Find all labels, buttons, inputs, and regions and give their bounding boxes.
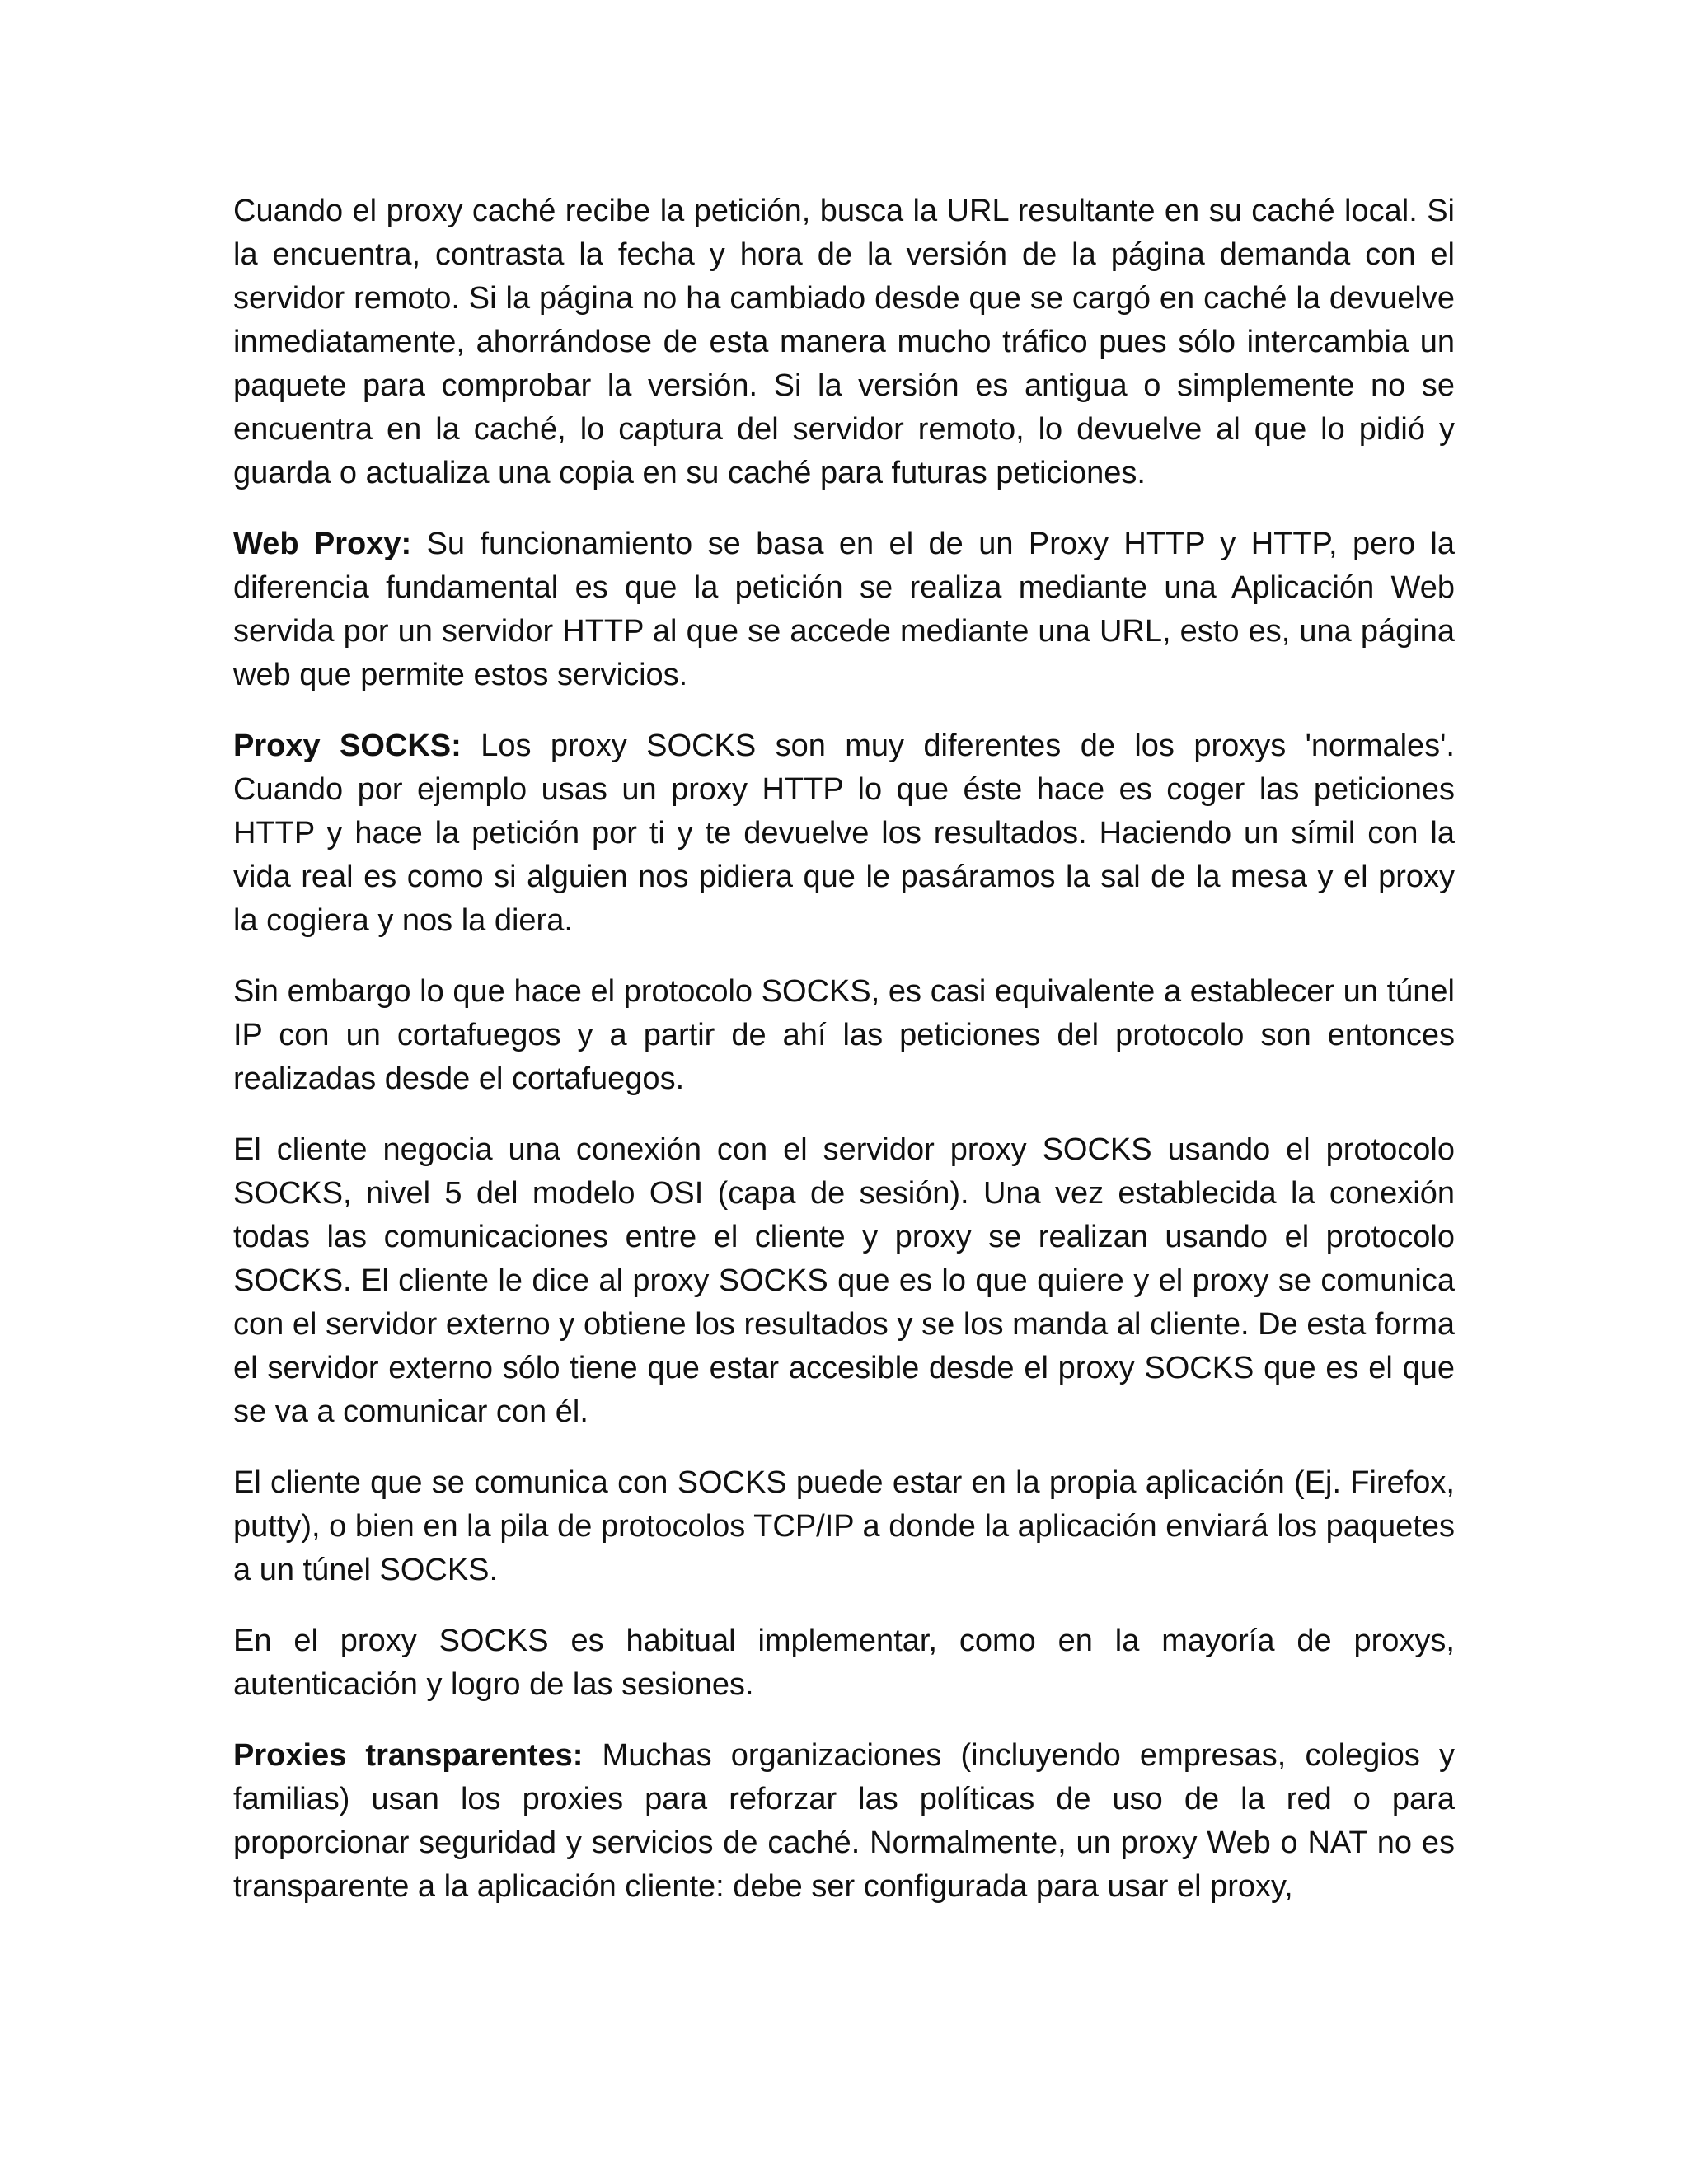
paragraph-transparent-proxies [233, 1734, 1455, 1909]
paragraph-text: El cliente negocia una conexión con el servidor proxy SOCKS usando el protocolo SOCKS, nivel 5 del modelo OSI (capa de sesión). Una vez establecida la conexión todas las comunicaciones entre el cliente y proxy se realizan usando el protocolo SOCKS. El cliente le dice al proxy SOCKS que es lo que quiere y el proxy se comunica con el servidor externo y obtiene los resultados y se los manda al cliente. De esta forma el servidor externo sólo tiene que estar accesible desde el proxy SOCKS que es el que se va a comunicar con él. [233, 1132, 1455, 1429]
paragraph-socks-negotiation [233, 1128, 1455, 1434]
paragraph-text: Cuando el proxy caché recibe la petición, busca la URL resultante en su caché local. Si la encuentra, contrasta la fecha y hora de la versión de la página demanda con el servidor remoto. Si la página no ha cambiado desde que se cargó en caché la devuelve inmediatamente, ahorrándose de esta manera mucho tráfico pues sólo intercambia un paquete para comprobar la versión. Si la versión es antigua o simplemente no se encuentra en la caché, lo captura del servidor remoto, lo devuelve al que lo pidió y guarda o actualiza una copia en su caché para futuras peticiones. [233, 194, 1455, 490]
paragraph-text: Su funcionamiento se basa en el de un Proxy HTTP y HTTP, pero la diferencia fundamental es que la petición se realiza mediante una Aplicación Web servida por un servidor HTTP al que se accede mediante una URL, esto es, una página web que permite estos servicios. [233, 527, 1455, 692]
paragraph-lead-proxy-socks: Proxy SOCKS: [233, 729, 462, 763]
paragraph-text: Los proxy SOCKS son muy diferentes de los proxys 'normales'. Cuando por ejemplo usas un proxy HTTP lo que éste hace es coger las peticiones HTTP y hace la petición por ti y te devuelve los resultados. Haciendo un símil con la vida real es como si alguien nos pidiera que le pasáramos la sal de la mesa y el proxy la cogiera y nos la diera. [233, 729, 1455, 938]
paragraph-text: Muchas organizaciones (incluyendo empresas, colegios y familias) usan los proxies para reforzar las políticas de uso de la red o para proporcionar seguridad y servicios de caché. Normalmente, un proxy Web o NAT no es transparente a la aplicación cliente: debe ser configurada para usar el proxy, [233, 1738, 1455, 1904]
paragraph-socks-tunnel [233, 970, 1455, 1101]
paragraph-lead-transparent-proxies: Proxies transparentes: [233, 1738, 584, 1773]
paragraph-lead-web-proxy: Web Proxy: [233, 527, 412, 561]
paragraph-socks-client [233, 1461, 1455, 1592]
paragraph-web-proxy [233, 523, 1455, 697]
paragraph-cache-lookup [233, 190, 1455, 495]
paragraph-text: Sin embargo lo que hace el protocolo SOCKS, es casi equivalente a establecer un túnel IP con un cortafuegos y a partir de ahí las peticiones del protocolo son entonces realizadas desde el cortafuegos. [233, 974, 1455, 1096]
paragraph-text: El cliente que se comunica con SOCKS puede estar en la propia aplicación (Ej. Firefox, putty), o bien en la pila de protocolos TCP/IP a donde la aplicación enviará los paquetes a un túnel SOCKS. [233, 1465, 1455, 1587]
document-body [233, 190, 1455, 1909]
paragraph-proxy-socks [233, 724, 1455, 943]
paragraph-socks-auth [233, 1619, 1455, 1707]
paragraph-text: En el proxy SOCKS es habitual implementar, como en la mayoría de proxys, autenticación y logro de las sesiones. [233, 1624, 1455, 1702]
